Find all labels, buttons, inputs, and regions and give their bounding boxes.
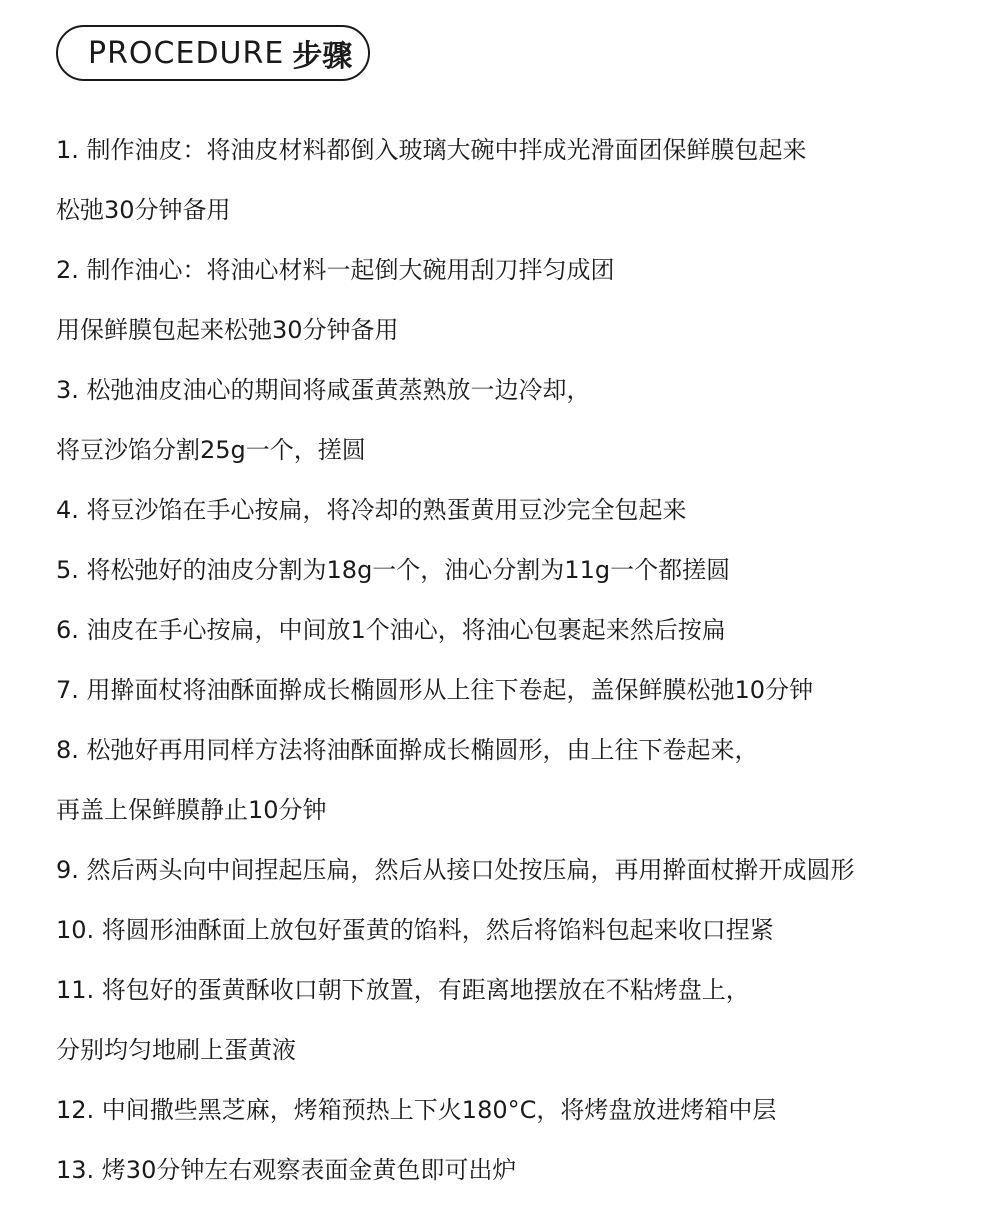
- step-line: 1. 制作油皮：将油皮材料都倒入玻璃大碗中拌成光滑面团保鲜膜包起来: [56, 136, 807, 164]
- step-line: 12. 中间撒些黑芝麻，烤箱预热上下火180°C，将烤盘放进烤箱中层: [56, 1096, 777, 1124]
- step-line: 11. 将包好的蛋黄酥收口朝下放置，有距离地摆放在不粘烤盘上，: [56, 976, 750, 1004]
- step-line: 13. 烤30分钟左右观察表面金黄色即可出炉: [56, 1156, 517, 1184]
- step-line: 4. 将豆沙馅在手心按扁，将冷却的熟蛋黄用豆沙完全包起来: [56, 496, 687, 524]
- step-line: 用保鲜膜包起来松弛30分钟备用: [56, 316, 399, 344]
- step-line: 分别均匀地刷上蛋黄液: [56, 1036, 296, 1064]
- step-line: 2. 制作油心：将油心材料一起倒大碗用刮刀拌匀成团: [56, 256, 615, 284]
- step-line: 再盖上保鲜膜静止10分钟: [56, 796, 327, 824]
- step-line: 7. 用擀面杖将油酥面擀成长椭圆形从上往下卷起，盖保鲜膜松弛10分钟: [56, 676, 814, 704]
- section-title-english: PROCEDURE: [88, 35, 285, 71]
- step-line: 5. 将松弛好的油皮分割为18g一个，油心分割为11g一个都搓圆: [56, 556, 731, 584]
- step-line: 10. 将圆形油酥面上放包好蛋黄的馅料，然后将馅料包起来收口捏紧: [56, 916, 774, 944]
- section-title-badge: [56, 25, 370, 81]
- step-line: 3. 松弛油皮油心的期间将咸蛋黄蒸熟放一边冷却，: [56, 376, 591, 404]
- step-line: 6. 油皮在手心按扁，中间放1个油心，将油心包裹起来然后按扁: [56, 616, 726, 644]
- step-line: 将豆沙馅分割25g一个，搓圆: [56, 436, 366, 464]
- step-line: 9. 然后两头向中间捏起压扁，然后从接口处按压扁，再用擀面杖擀开成圆形: [56, 856, 855, 884]
- section-title-chinese: 步骤: [292, 39, 353, 74]
- step-line: 松弛30分钟备用: [56, 196, 231, 224]
- step-line: 8. 松弛好再用同样方法将油酥面擀成长椭圆形，由上往下卷起来，: [56, 736, 759, 764]
- procedure-steps: [56, 120, 976, 1200]
